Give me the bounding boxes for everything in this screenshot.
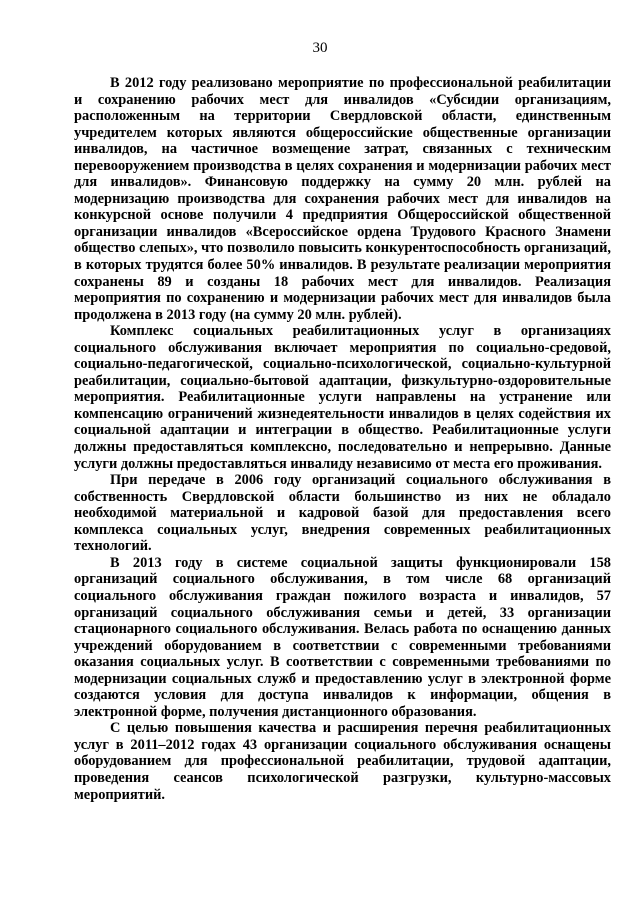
paragraph-1: В 2012 году реализовано мероприятие по профессиональной реабилитации и сохранению рабочих мест для инвалидов «Субсидии организациям, расположенным на территории Свердловской области, единственным учредителем которых являются общероссийские общественные организации инвалидов, на частичное возмещение затрат, связанных с техническим перевооружением производства в целях сохранения и модернизации рабочих мест для инвалидов». Финансовую поддержку на сумму 20 млн. рублей на модернизацию производства для сохранения рабочих мест для инвалидов на конкурсной основе получили 4 предприятия Общероссийской общественной организации инвалидов «Всероссийское ордена Трудового Красного Знамени общество слепых», что позволило повысить конкурентоспособность организаций, в которых трудятся более 50% инвалидов. В результате реализации мероприятия сохранены 89 и созданы 18 рабочих мест для инвалидов. Реализация мероприятия по сохранению и модернизации рабочих мест для инвалидов была продолжена в 2013 году (на сумму 20 млн. рублей). [74,75,611,323]
paragraph-3: При передаче в 2006 году организаций социального обслуживания в собственность Свердловской области большинство из них не обладало необходимой материальной и кадровой базой для предоставления всего комплекса социальных услуг, внедрения современных реабилитационных технологий. [74,472,611,555]
paragraph-4: В 2013 году в системе социальной защиты функционировали 158 организаций социального обслуживания, в том числе 68 организаций социального обслуживания граждан пожилого возраста и инвалидов, 57 организаций социального обслуживания семьи и детей, 33 организации стационарного социального обслуживания. Велась работа по оснащению данных учреждений оборудованием в соответствии с современными требованиями оказания социальных услуг. В соответствии с современными требованиями по модернизации социальных служб и предоставлению услуг в электронной форме создаются условия для доступа инвалидов к информации, общения в электронной форме, получения дистанционного образования. [74,554,611,720]
body-text [74,75,611,803]
page-number: 30 [312,40,328,56]
paragraph-5: С целью повышения качества и расширения перечня реабилитационных услуг в 2011–2012 годах 43 организации социального обслуживания оснащены оборудованием для профессиональной реабилитации, трудовой адаптации, проведения сеансов психологической разгрузки, культурно-массовых мероприятий. [74,720,611,803]
paragraph-2: Комплекс социальных реабилитационных услуг в организациях социального обслуживания включает мероприятия по социально-средовой, социально-педагогической, социально-психологической, социально-культурной реабилитации, социально-бытовой адаптации, физкультурно-оздоровительные мероприятия. Реабилитационные услуги направлены на устранение или компенсацию ограничений жизнедеятельности инвалидов в целях содействия их социальной адаптации и интеграции в общество. Реабилитационные услуги должны предоставляться комплексно, последовательно и непрерывно. Данные услуги должны предоставляться инвалиду независимо от места его проживания. [74,323,611,472]
